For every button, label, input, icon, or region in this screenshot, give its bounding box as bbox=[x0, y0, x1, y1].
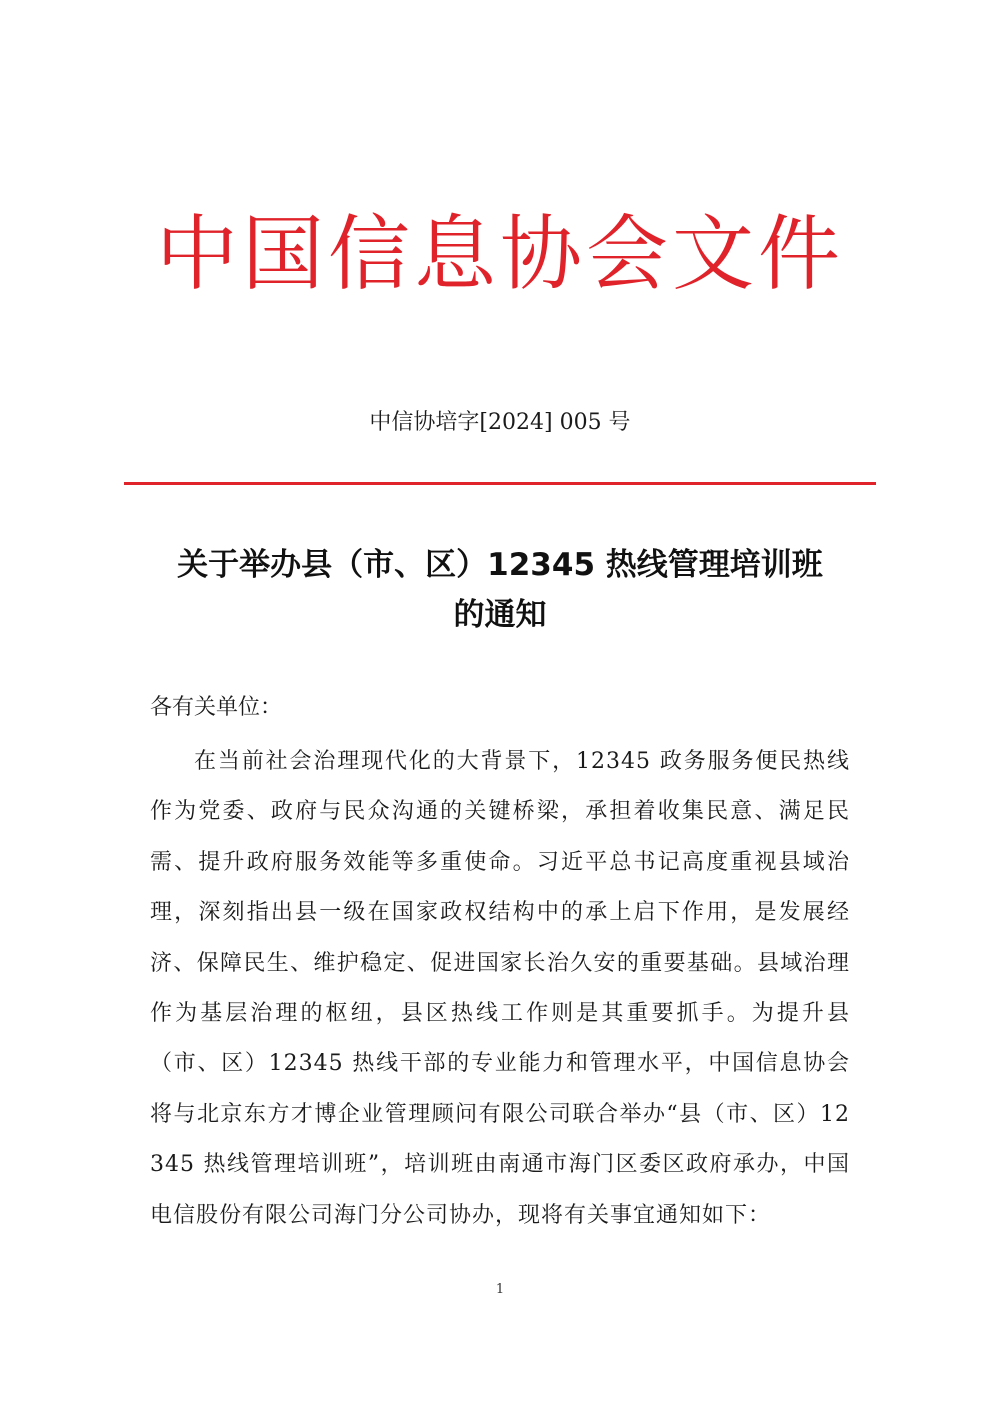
body-paragraph: 在当前社会治理现代化的大背景下，12345 政务服务便民热线作为党委、政府与民众沟通的关键桥梁，承担着收集民意、满足民需、提升政府服务效能等多重使命。习近平总书记高度重视县域治理，深刻指出县一级在国家政权结构中的承上启下作用，是发展经济、保障民生、维护稳定、促进国家长治久安的重要基础。县域治理作为基层治理的枢纽，县区热线工作则是其重要抓手。为提升县（市、区）12345 热线干部的专业能力和管理水平，中国信息协会将与北京东方才博企业管理顾问有限公司联合举办“县（市、区）12345 热线管理培训班”，培训班由南通市海门区委区政府承办，中国电信股份有限公司海门分公司协办，现将有关事宜通知如下： bbox=[150, 749, 850, 1228]
org-header-title: 中国信息协会文件 bbox=[155, 207, 844, 302]
document-title-line-1: 关于举办县（市、区）12345 热线管理培训班 bbox=[177, 547, 823, 583]
page-number: 1 bbox=[495, 1282, 505, 1297]
document-number: 中信协培字[2024] 005 号 bbox=[369, 410, 631, 435]
salutation: 各有关单位： bbox=[150, 695, 283, 720]
red-divider-line bbox=[124, 482, 876, 485]
document-title bbox=[100, 540, 900, 640]
document-title-line-2: 的通知 bbox=[453, 597, 547, 633]
